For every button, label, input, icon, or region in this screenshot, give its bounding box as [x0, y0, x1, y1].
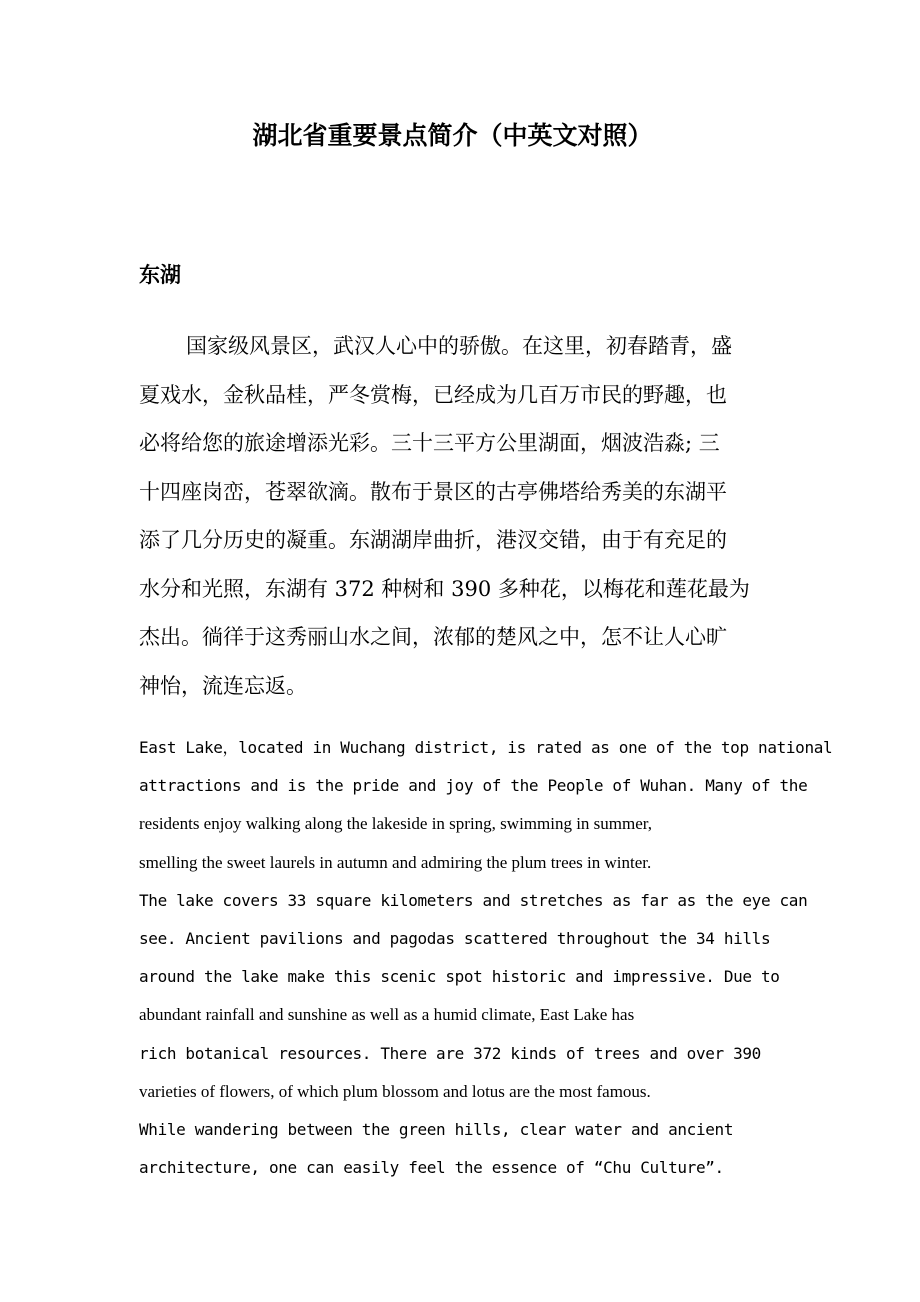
chinese-paragraph-line: 夏戏水，金秋品桂，严冬赏梅，已经成为几百万市民的野趣，也 [139, 382, 727, 407]
english-paragraph-line: residents enjoy walking along the lakeside in spring, swimming in summer, [139, 814, 653, 834]
chinese-paragraph-line: 水分和光照，东湖有 372 种树和 390 多种花，以梅花和莲花最为 [139, 576, 750, 601]
document-title: 湖北省重要景点简介（中英文对照） [252, 121, 653, 150]
english-paragraph-line: The lake covers 33 square kilometers and stretches as far as the eye can [139, 890, 808, 910]
english-paragraph-line: East Lake，located in Wuchang district, is rated as one of the top national [139, 738, 833, 757]
english-paragraph-line: abundant rainfall and sunshine as well as a humid climate, East Lake has [139, 1005, 635, 1025]
chinese-paragraph-line: 必将给您的旅途增添光彩。三十三平方公里湖面，烟波浩淼; 三 [139, 431, 720, 455]
chinese-paragraph-line: 国家级风景区，武汉人心中的骄傲。在这里，初春踏青，盛 [186, 334, 732, 358]
english-paragraph-line: smelling the sweet laurels in autumn and admiring the plum trees in winter. [139, 852, 652, 872]
english-paragraph-line: architecture, one can easily feel the essence of “Chu Culture”. [139, 1158, 724, 1178]
english-paragraph-line: attractions and is the pride and joy of the People of Wuhan. Many of the [139, 776, 808, 796]
chinese-paragraph-line: 杰出。徜徉于这秀丽山水之间，浓郁的楚风之中，怎不让人心旷 [139, 625, 727, 649]
chinese-paragraph-line: 神怡，流连忘返。 [139, 673, 307, 698]
chinese-paragraph [139, 326, 789, 714]
english-paragraph-line: see. Ancient pavilions and pagodas scattered throughout the 34 hills [139, 928, 771, 948]
english-paragraph-line: rich botanical resources. There are 372 kinds of trees and over 390 [139, 1043, 761, 1063]
chinese-paragraph-line: 十四座岗峦，苍翠欲滴。散布于景区的古亭佛塔给秀美的东湖平 [139, 479, 727, 504]
section-heading-east-lake: 东湖 [139, 262, 181, 287]
english-paragraph-line: While wandering between the green hills, clear water and ancient [139, 1119, 734, 1139]
chinese-paragraph-line: 添了几分历史的凝重。东湖湖岸曲折，港汊交错，由于有充足的 [139, 528, 727, 552]
english-paragraph [139, 735, 839, 1193]
english-paragraph-line: around the lake make this scenic spot historic and impressive. Due to [139, 967, 780, 987]
english-paragraph-line: varieties of flowers, of which plum blossom and lotus are the most famous. [139, 1081, 651, 1101]
